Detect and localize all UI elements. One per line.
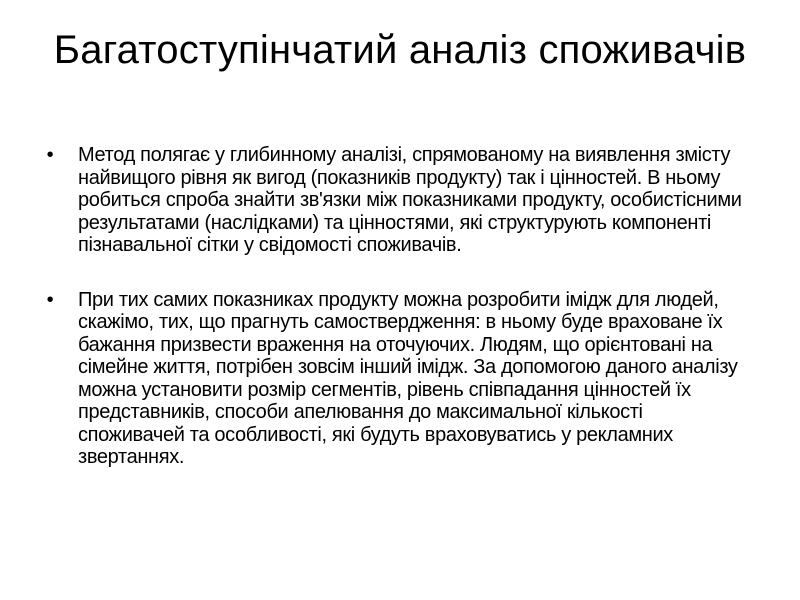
bullet-list: [0, 144, 800, 469]
bullet-marker: •: [46, 288, 54, 311]
bullet-marker: •: [46, 144, 54, 166]
slide-title: Багатоступінчатий аналіз споживачів: [53, 28, 747, 72]
bullet-text: При тих самих показниках продукту можна розробити імідж для людей, скажімо, тих, що прагнуть самоствердження: в ньому буде враховане їх бажання призвести враження на оточуючих. Людям, що орієнтовані на сімейне життя, потрібен зовсім інший імідж. За допомогою даного аналізу можна установити розмір сегментів, рівень співпадання цінностей їх представників, способи апелювання до максимальної кількості споживачей та особливості, які будуть враховуватись у рекламних звертаннях.: [78, 288, 738, 468]
bullet-item: [0, 144, 800, 257]
bullet-item: [0, 289, 800, 469]
bullet-text: Метод полягає у глибинному аналізі, спрямованому на виявлення змісту найвищого рівня як вигод (показників продукту) так і цінностей. В ньому робиться спроба знайти зв'язки між показниками продукту, особистісними результатами (наслідками) та цінностями, які структурують компоненті пізнавальної сітки у свідомості споживачів.: [78, 144, 742, 256]
